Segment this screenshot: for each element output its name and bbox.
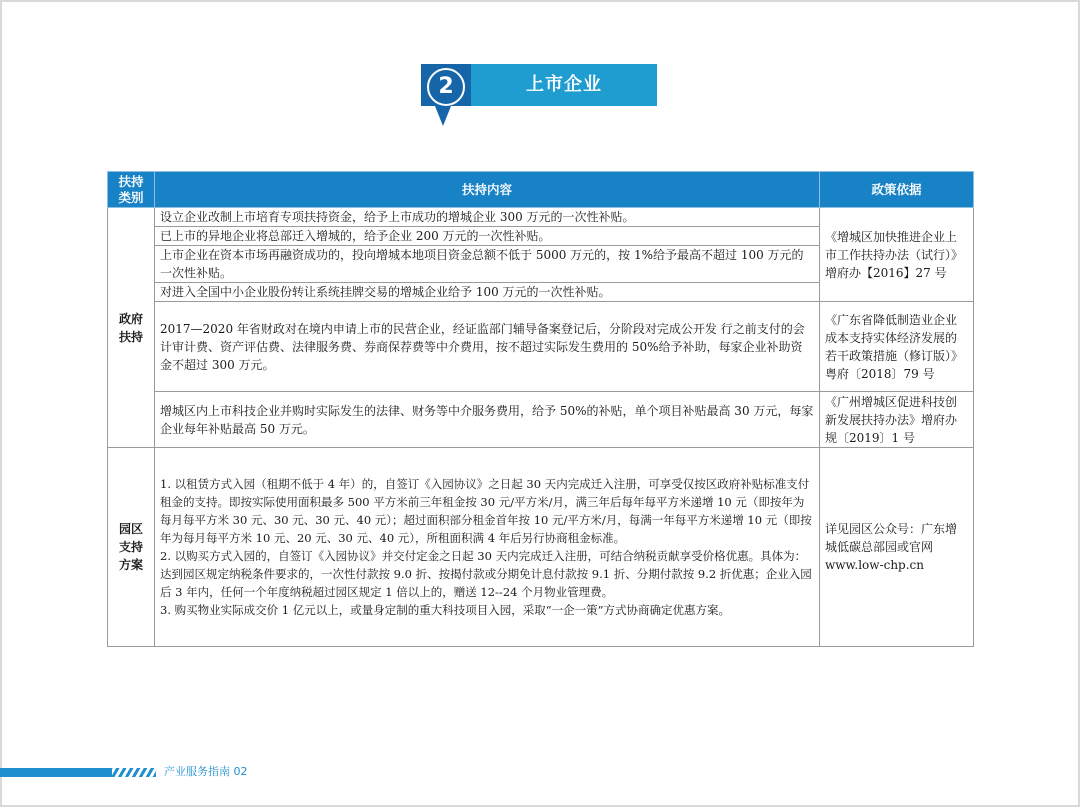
park-line: 1. 以租赁方式入园（租期不低于 4 年）的，自签订《入园协议》之日起 30 天内完成迁入注册，可享受仅按区政府补贴标准支付租金的支持。即按实际使用面积最多 500 平方米前三年租金按 30 元/平方米/月，满三年后每年每平方米递增 10 元（即按年为每月每平方米 30 元、30 元、30 元、40 元）；超过面积部分租金首年按 10 元/平方米/月，每满一年每平方米递增 10 元（即按年为每月每平方米 10 元、20 元、30 元、40 元），所租面积满 4 年后另行协商租金标准。 xyxy=(160,477,812,545)
gov-group1-basis: 《增城区加快推进企业上市工作扶持办法（试行）》增府办【2016】27 号 xyxy=(820,208,974,302)
gov-group2-content: 2017—2020 年省财政对在境内申请上市的民营企业，经证监部门辅导备案登记后，分阶段对完成公开发 行之前支付的会计审计费、资产评估费、法律服务费、券商保荐费等中介费用，按不超过实际发生费用的 50%给予补助，每家企业补助资金不超过 300 万元。 xyxy=(155,302,820,392)
table-row xyxy=(108,448,974,647)
category-gov: 政府 扶持 xyxy=(108,208,155,448)
gov-item: 设立企业改制上市培育专项扶持资金，给予上市成功的增城企业 300 万元的一次性补贴。 xyxy=(155,208,819,227)
park-line: 2. 以购买方式入园的，自签订《入园协议》并交付定金之日起 30 天内完成迁入注册，可结合纳税贡献享受价格优惠。具体为：达到园区规定纳税条件要求的，一次性付款按 9.0 折、按揭付款或分期免计息付款按 9.1 折、分期付款按 9.2 折优惠；企业入园后 3 年内，任何一个年度纳税超过园区规定 1 倍以上的，赠送 12--24 个月物业管理费。 xyxy=(160,549,812,599)
table-row xyxy=(108,392,974,448)
section-title: 上市企业 xyxy=(526,74,602,95)
gov-group3-basis: 《广州增城区促进科技创新发展扶持办法》增府办规〔2019〕1 号 xyxy=(820,392,974,448)
gov-item: 已上市的异地企业将总部迁入增城的，给予企业 200 万元的一次性补贴。 xyxy=(155,227,819,246)
park-content xyxy=(155,448,820,647)
table-row xyxy=(108,302,974,392)
footer xyxy=(0,765,270,779)
gov-group1-content xyxy=(155,208,820,302)
table-header-row xyxy=(108,172,974,208)
gov-group2-basis: 《广东省降低制造业企业成本支持实体经济发展的若干政策措施（修订版）》粤府〔2018〕79 号 xyxy=(820,302,974,392)
park-line: 3. 购买物业实际成交价 1 亿元以上，或量身定制的重大科技项目入园，采取“一企一策”方式协商确定优惠方案。 xyxy=(160,603,731,617)
gov-group3-content: 增城区内上市科技企业并购时实际发生的法律、财务等中介服务费用，给予 50%的补贴，单个项目补贴最高 30 万元，每家企业每年补贴最高 50 万元。 xyxy=(155,392,820,448)
park-basis: 详见园区公众号：广东增城低碳总部园或官网 www.low-chp.cn xyxy=(820,448,974,647)
header-content: 扶持内容 xyxy=(155,172,820,208)
gov-item: 对进入全国中小企业股份转让系统挂牌交易的增城企业给予 100 万元的一次性补贴。 xyxy=(160,285,611,299)
policy-table xyxy=(107,171,974,647)
section-header xyxy=(421,64,657,128)
footer-stripes xyxy=(112,768,156,777)
category-park: 园区 支持 方案 xyxy=(108,448,155,647)
gov-item: 上市企业在资本市场再融资成功的，投向增城本地项目资金总额不低于 5000 万元的，按 1%给予最高不超过 100 万元的一次性补贴。 xyxy=(155,246,819,283)
footer-bar xyxy=(0,768,112,777)
section-number: 2 xyxy=(427,68,465,106)
table-row xyxy=(108,208,974,302)
header-basis: 政策依据 xyxy=(820,172,974,208)
header-category: 扶持 类别 xyxy=(108,172,155,208)
footer-text: 产业服务指南 02 xyxy=(164,765,248,778)
